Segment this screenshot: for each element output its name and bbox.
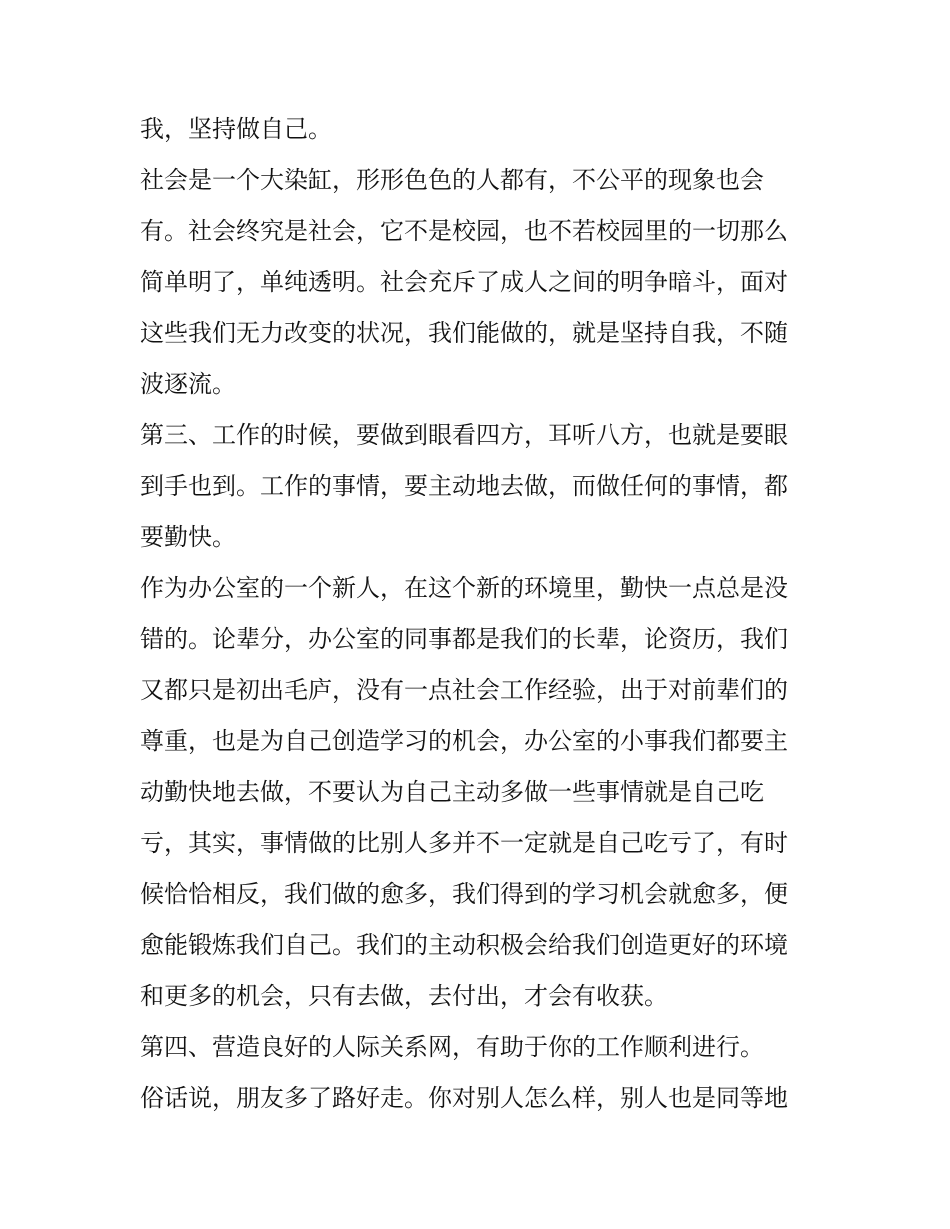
text-line: 尊重，也是为自己创造学习的机会，办公室的小事我们都要主 <box>140 727 788 755</box>
text-line: 到手也到。工作的事情，要主动地去做，而做任何的事情，都 <box>140 472 788 500</box>
text-line: 简单明了，单纯透明。社会充斥了成人之间的明争暗斗，面对 <box>140 268 788 296</box>
text-line: 有。社会终究是社会，它不是校园，也不若校园里的一切那么 <box>140 217 788 245</box>
text-line: 和更多的机会，只有去做，去付出，才会有收获。 <box>140 982 668 1010</box>
text-line: 波逐流。 <box>140 370 236 398</box>
text-line: 又都只是初出毛庐，没有一点社会工作经验，出于对前辈们的 <box>140 676 788 704</box>
text-line: 这些我们无力改变的状况，我们能做的，就是坚持自我，不随 <box>140 319 788 347</box>
body-text <box>140 104 820 1124</box>
text-line: 俗话说，朋友多了路好走。你对别人怎么样，别人也是同等地 <box>140 1084 788 1112</box>
text-line: 亏，其实，事情做的比别人多并不一定就是自己吃亏了，有时 <box>140 829 788 857</box>
text-line: 我，坚持做自己。 <box>140 115 332 143</box>
text-line: 候恰恰相反，我们做的愈多，我们得到的学习机会就愈多，便 <box>140 880 788 908</box>
text-line: 要勤快。 <box>140 523 236 551</box>
text-line: 错的。论辈分，办公室的同事都是我们的长辈，论资历，我们 <box>140 625 788 653</box>
text-line: 愈能锻炼我们自己。我们的主动积极会给我们创造更好的环境 <box>140 931 788 959</box>
text-line: 作为办公室的一个新人，在这个新的环境里，勤快一点总是没 <box>140 574 788 602</box>
text-line: 第三、工作的时候，要做到眼看四方，耳听八方，也就是要眼 <box>140 421 788 449</box>
text-line: 社会是一个大染缸，形形色色的人都有，不公平的现象也会 <box>140 166 764 194</box>
text-line: 动勤快地去做，不要认为自己主动多做一些事情就是自己吃 <box>140 778 764 806</box>
text-line: 第四、营造良好的人际关系网，有助于你的工作顺利进行。 <box>140 1033 764 1061</box>
